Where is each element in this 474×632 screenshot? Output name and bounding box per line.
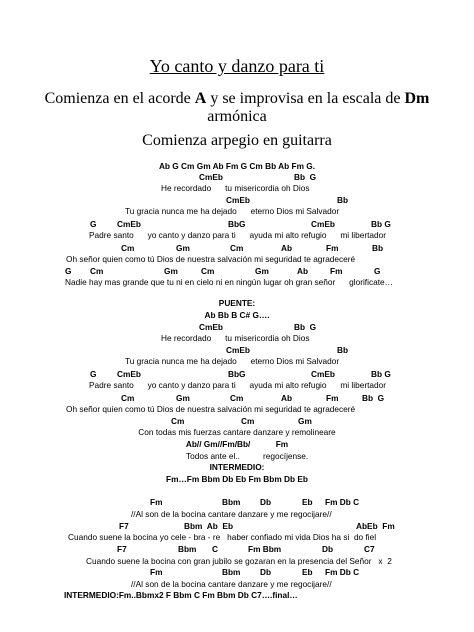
chord-line <box>0 416 474 427</box>
chord-line <box>0 369 474 380</box>
chord-text: Gm <box>298 416 312 426</box>
lyric-line <box>0 356 474 367</box>
lyric-line <box>0 556 474 567</box>
chord-line <box>0 462 474 473</box>
lyric-text: Cuando suene la bocina con gran jubilo se gozaran en la presencia del Señor x 2 <box>86 556 392 566</box>
chord-text: Bb <box>337 195 349 205</box>
lyric-line <box>0 451 474 462</box>
chord-line <box>0 266 474 277</box>
chord-line <box>0 521 474 532</box>
chord-text: Bbm Ab Eb <box>184 521 234 531</box>
chord-text: Bb G <box>294 172 317 182</box>
chord-text: G <box>90 369 97 379</box>
chord-text: Cm <box>171 416 185 426</box>
chord-text: Db <box>260 497 272 507</box>
chord-line <box>0 345 474 356</box>
lyric-text: Oh señor quien como tú Dios de nuestra salvación mi seguridad te agradeceré <box>66 254 356 264</box>
chord-text: Ab <box>281 393 293 403</box>
chord-text: Eb <box>302 497 313 507</box>
intro-line-2: armónica <box>207 108 267 125</box>
chord-text: C7 <box>364 544 375 554</box>
lyric-line <box>0 380 474 391</box>
lyric-line <box>0 427 474 438</box>
lyric-line <box>0 532 474 543</box>
chord-text: AbEb Fm <box>356 521 395 531</box>
chord-text: Ab Bb B C# G…. <box>204 310 270 320</box>
chord-text: Fm Db C <box>325 497 360 507</box>
chord-line <box>0 322 474 333</box>
chord-text: Gm <box>176 243 190 253</box>
chord-text: Fm <box>150 497 163 507</box>
chord-text: Fm Db C <box>325 567 360 577</box>
chord-line <box>0 497 474 508</box>
chord-text: PUENTE: <box>218 298 256 308</box>
lyric-line <box>0 404 474 415</box>
chord-text: Bb <box>337 345 349 355</box>
chord-text: BbG <box>228 369 246 379</box>
chord-text: Cm <box>121 393 135 403</box>
chord-text: Gm <box>176 393 190 403</box>
chord-text: Fm…Fm Bbm Db Eb Fm Bbm Db Eb <box>166 474 308 484</box>
chord-line <box>0 219 474 230</box>
chord-line <box>0 172 474 183</box>
chord-text: G <box>65 266 72 276</box>
chord-text: C <box>212 544 218 554</box>
lyric-text: //Al son de la bocina cantare danzare y me regocijare// <box>131 579 332 589</box>
chord-text: Fm <box>326 243 339 253</box>
lyric-text: Padre santo yo canto y danzo para ti ayuda mi alto refugio mi libertador <box>89 380 386 390</box>
chord-text: Cm <box>241 416 255 426</box>
lyric-line <box>0 230 474 241</box>
chord-text: Ab// Gm//Fm/Bb/ Fm <box>185 439 289 449</box>
chord-text: Bb G <box>294 322 317 332</box>
intro-text-2: y se improvisa en la escala de <box>206 90 405 107</box>
chord-line <box>0 195 474 206</box>
chord-text: Cm <box>121 243 135 253</box>
lyric-line <box>0 206 474 217</box>
chord-text: INTERMEDIO: <box>209 462 265 472</box>
chord-text: F7 <box>117 544 127 554</box>
lyric-text: Tu gracia nunca me ha dejado eterno Dios mi Salvador <box>125 206 340 216</box>
lyric-text: He recordado tu misericordia oh Dios <box>161 333 310 343</box>
chord-text: Gm <box>164 266 178 276</box>
chord-text: Cm <box>90 266 104 276</box>
lyric-text: Tu gracia nunca me ha dejado eterno Dios mi Salvador <box>125 356 340 366</box>
chord-line <box>0 567 474 578</box>
chord-text: Bb G <box>371 369 391 379</box>
chord-text: Cm <box>230 393 244 403</box>
chord-text: Bbm <box>178 544 197 554</box>
lyric-text: Oh señor quien como tú Dios de nuestra salvación mi seguridad te agradeceré <box>66 404 356 414</box>
chord-text: CmEb <box>226 195 250 205</box>
lyric-line <box>0 277 474 288</box>
lyric-text: Con todas mis fuerzas cantare danzare y remolineare <box>138 427 336 437</box>
chord-line <box>0 310 474 321</box>
chord-text: Fm <box>150 567 163 577</box>
chord-text: Cm <box>201 266 215 276</box>
chord-text: CmEb <box>117 369 141 379</box>
chord-text: CmEb <box>226 345 250 355</box>
chord-text: CmEb <box>311 369 335 379</box>
chord-text: CmEb <box>199 172 223 182</box>
chord-line <box>0 298 474 309</box>
lyric-text: Cuando suene la bocina yo cele - bra - re haber confiado mi vida Dios ha si do fiel <box>68 532 377 542</box>
lyric-line <box>0 579 474 590</box>
chord-text: Eb <box>302 567 313 577</box>
lyric-text: Todos ante el.. regocíjense. <box>186 451 309 461</box>
chord-text: Db <box>260 567 272 577</box>
chord-line <box>0 590 474 601</box>
lyric-line <box>0 254 474 265</box>
chord-text: Bbm <box>222 567 241 577</box>
chord-text: Db <box>322 544 334 554</box>
intro-chord: A <box>194 90 207 107</box>
chord-text: Bbm <box>222 497 241 507</box>
chord-text: Bb G <box>362 393 385 403</box>
chord-line <box>0 243 474 254</box>
chord-text: F7 <box>119 521 129 531</box>
chord-text: Bb <box>372 243 384 253</box>
chord-text: Fm Bbm <box>248 544 282 554</box>
chord-text: INTERMEDIO:Fm..Bbmx2 F Bbm C Fm Bbm Db C7….final… <box>64 590 298 600</box>
lyric-line <box>0 509 474 520</box>
chord-line <box>0 161 474 172</box>
intro-scale: Dm <box>404 90 430 107</box>
lyric-text: //Al son de la bocina cantare danzare y me regocijare// <box>131 509 332 519</box>
lyric-line <box>0 333 474 344</box>
chord-text: CmEb <box>199 322 223 332</box>
chord-text: Ab <box>297 266 309 276</box>
chord-line <box>0 439 474 450</box>
chord-text: G <box>90 219 97 229</box>
intro-text-1: Comienza en el acorde <box>44 90 195 107</box>
chord-text: CmEb <box>117 219 141 229</box>
lyric-line <box>0 183 474 194</box>
chord-line <box>0 544 474 555</box>
chord-text: CmEb <box>311 219 335 229</box>
chord-text: Fm <box>326 393 339 403</box>
chord-text: G <box>374 266 381 276</box>
chord-text: BbG <box>228 219 246 229</box>
chord-text: Gm <box>255 266 269 276</box>
lyric-text: Padre santo yo canto y danzo para ti ayuda mi alto refugio mi libertador <box>89 230 386 240</box>
chord-text: Ab <box>281 243 293 253</box>
intro-line-1 <box>0 90 474 108</box>
chord-line <box>0 393 474 404</box>
chord-text: Bb G <box>371 219 391 229</box>
chord-text: Fm <box>330 266 343 276</box>
chord-text: Ab G Cm Gm Ab Fm G Cm Bb Ab Fm G. <box>158 161 316 171</box>
arpeggio-heading: Comienza arpegio en guitarra <box>142 132 332 149</box>
lyric-text: Nadie hay mas grande que tu ni en cielo ni en ningún lugar oh gran señor glorificate… <box>65 277 393 287</box>
chord-text: Cm <box>230 243 244 253</box>
song-title: Yo canto y danzo para ti <box>149 56 325 76</box>
chord-line <box>0 474 474 485</box>
lyric-text: He recordado tu misericordia oh Dios <box>161 183 310 193</box>
